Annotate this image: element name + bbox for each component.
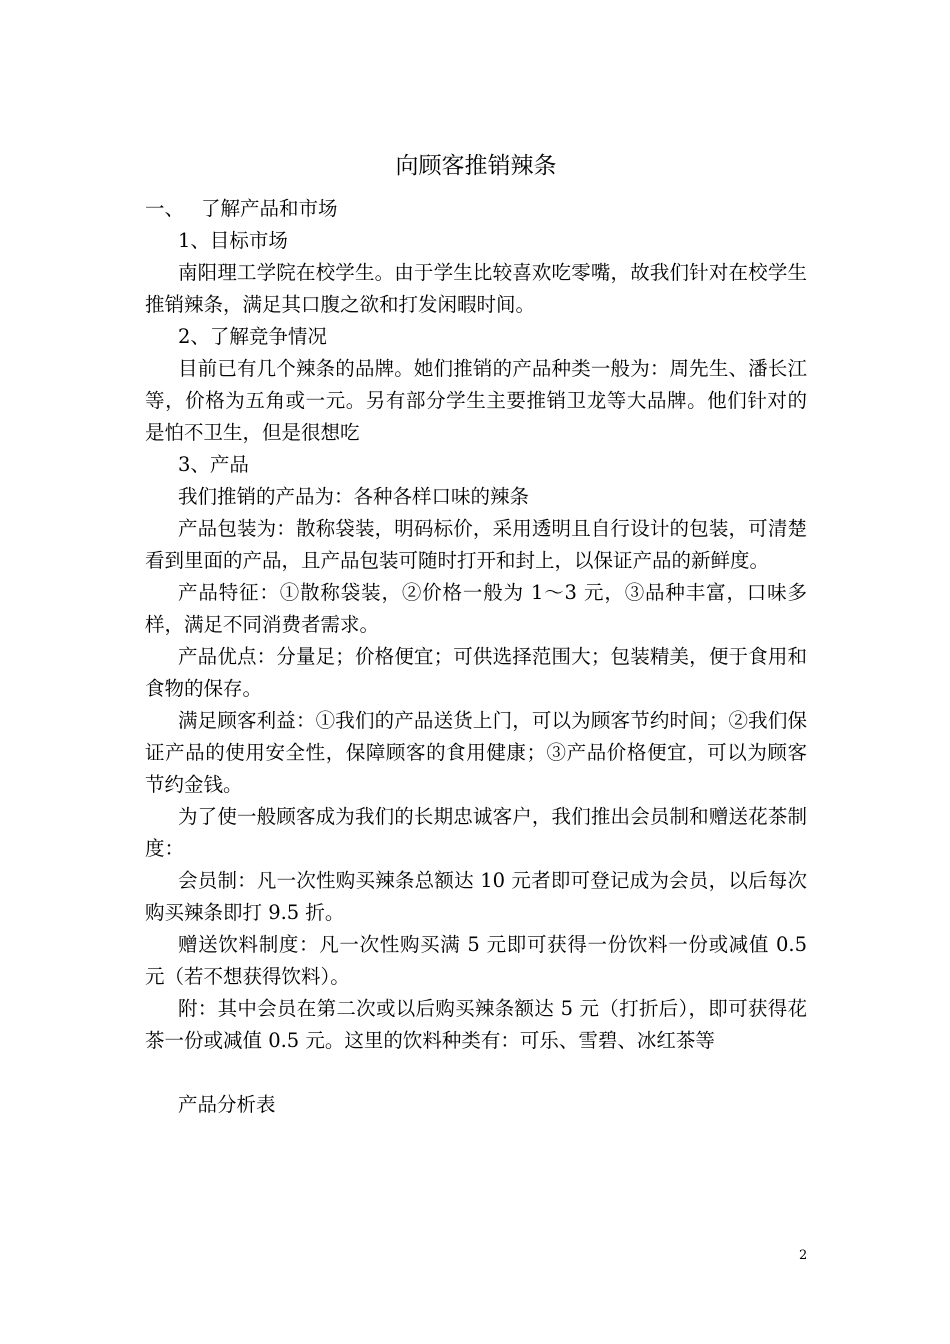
paragraph-packaging: 产品包装为：散称袋装，明码标价，采用透明且自行设计的包装，可清楚看到里面的产品，且产品包装可随时打开和封上，以保证产品的新鲜度。 — [145, 517, 807, 572]
paragraph-competition: 目前已有几个辣条的品牌。她们推销的产品种类一般为：周先生、潘长江等，价格为五角或一元。另有部分学生主要推销卫龙等大品牌。他们针对的是怕不卫生，但是很想吃 — [145, 357, 807, 444]
subheading-competition: 2、了解竞争情况 — [178, 325, 327, 348]
page-number: 2 — [799, 1248, 808, 1263]
paragraph-customer-benefits: 满足顾客利益：①我们的产品送货上门，可以为顾客节约时间；②我们保证产品的使用安全性，保障顾客的食用健康；③产品价格便宜，可以为顾客节约金钱。 — [145, 709, 807, 796]
section-number: 一、 — [145, 197, 185, 220]
section-heading-1 — [145, 193, 807, 225]
paragraph-product: 我们推销的产品为：各种各样口味的辣条 — [178, 485, 530, 508]
document-body — [145, 193, 807, 1121]
paragraph-loyalty: 为了使一般顾客成为我们的长期忠诚客户，我们推出会员制和赠送花茶制度： — [145, 805, 807, 860]
section-title: 了解产品和市场 — [201, 197, 338, 220]
paragraph-advantages: 产品优点：分量足；价格便宜；可供选择范围大；包装精美，便于食用和食物的保存。 — [145, 645, 807, 700]
subheading-product: 3、产品 — [178, 453, 249, 476]
document-title: 向顾客推销辣条 — [395, 153, 557, 179]
paragraph-appendix: 附：其中会员在第二次或以后购买辣条额达 5 元（打折后），即可获得花茶一份或减值 0.5 元。这里的饮料种类有：可乐、雪碧、冰红茶等 — [145, 997, 807, 1052]
paragraph-membership: 会员制：凡一次性购买辣条总额达 10 元者即可登记成为会员，以后每次购买辣条即打 9.5 折。 — [145, 869, 807, 924]
paragraph-target-market: 南阳理工学院在校学生。由于学生比较喜欢吃零嘴，故我们针对在校学生推销辣条，满足其口腹之欲和打发闲暇时间。 — [145, 261, 807, 316]
paragraph-drink-gift: 赠送饮料制度：凡一次性购买满 5 元即可获得一份饮料一份或减值 0.5 元（若不想获得饮料）。 — [145, 933, 807, 988]
paragraph-features: 产品特征：①散称袋装，②价格一般为 1～3 元，③品种丰富，口味多样，满足不同消费者需求。 — [145, 581, 807, 636]
blank-line — [145, 1057, 807, 1089]
table-caption: 产品分析表 — [178, 1093, 276, 1116]
subheading-target-market: 1、目标市场 — [178, 229, 288, 252]
